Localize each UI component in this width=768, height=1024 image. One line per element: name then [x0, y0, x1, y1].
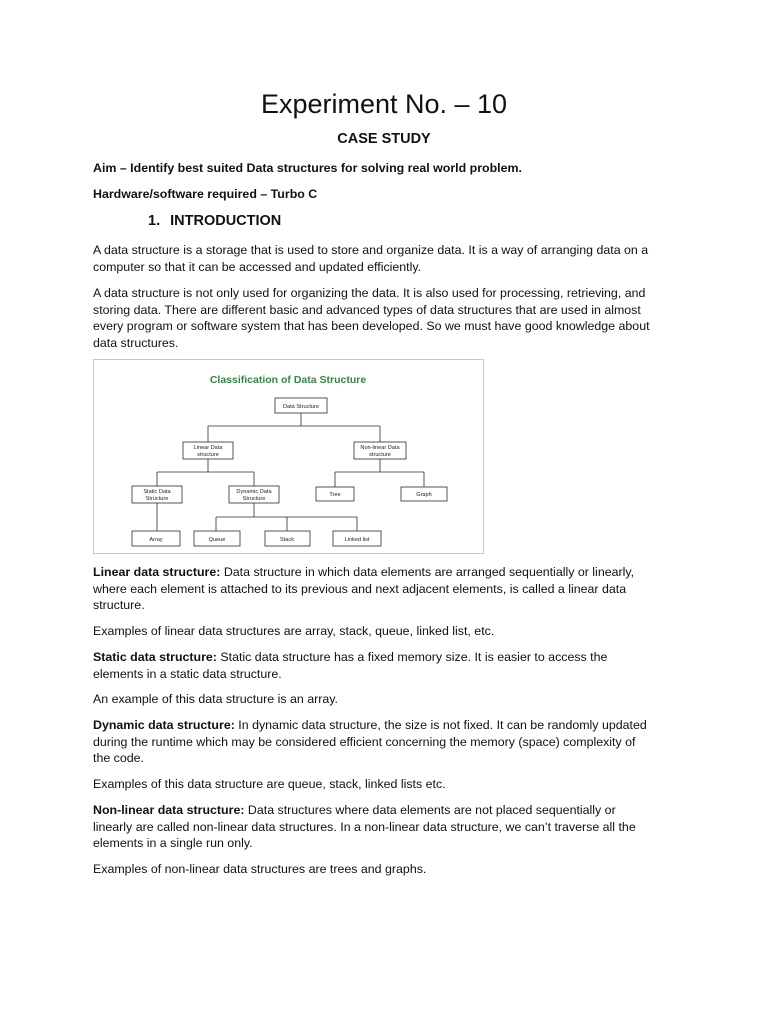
intro-paragraph-2 — [93, 285, 683, 351]
case-study-heading: CASE STUDY — [337, 131, 431, 147]
svg-text:Queue: Queue — [208, 537, 226, 543]
section-number: 1. — [148, 213, 161, 229]
nonlinear-examples: Examples of non-linear data structures are trees and graphs. — [93, 862, 427, 876]
node-stack — [265, 531, 310, 546]
static-example: An example of this data structure is an array. — [93, 692, 338, 706]
intro-paragraph-1 — [93, 242, 683, 275]
linear-examples: Examples of linear data structures are array, stack, queue, linked list, etc. — [93, 624, 495, 638]
text-line: during the runtime which may be considered efficient concerning the memory (space) complexity of — [93, 734, 636, 749]
svg-text:Data Structure: Data Structure — [282, 404, 320, 410]
svg-text:Dynamic Data: Dynamic Data — [236, 489, 272, 495]
text-line: Static data structure has a fixed memory size. It is easier to access the — [216, 650, 608, 664]
text-line: where each element is attached to its previous and next adjacent elements, is called a linear data — [93, 581, 627, 596]
node-data-structure — [275, 398, 327, 413]
svg-text:Stack: Stack — [280, 537, 294, 543]
node-static-data-structure — [132, 486, 182, 503]
diagram-connectors — [157, 413, 424, 531]
text-line: Data structures where data elements are not placed sequentially or — [244, 803, 616, 817]
term-linear: Linear data structure: — [93, 565, 221, 579]
text-line: In dynamic data structure, the size is not fixed. It can be randomly updated — [234, 718, 647, 732]
svg-text:Linked list: Linked list — [344, 537, 370, 543]
text-line: A data structure is a storage that is used to store and organize data. It is a way of arranging data on a — [93, 243, 649, 257]
text-line: Data structure in which data elements are arranged sequentially or linearly, — [220, 565, 635, 579]
svg-text:structure: structure — [369, 452, 391, 458]
node-graph — [401, 487, 447, 501]
text-line: structure. — [93, 598, 145, 613]
node-queue — [194, 531, 240, 546]
text-line: linearly are called non-linear data structures. In a non-linear data structure, we can’t traverse all the — [93, 819, 636, 834]
static-definition — [93, 649, 683, 682]
term-nonlinear: Non-linear data structure: — [93, 803, 245, 817]
svg-text:Structure: Structure — [145, 496, 169, 502]
text-line: data structures. — [93, 335, 179, 350]
svg-text:Graph: Graph — [416, 492, 432, 498]
nonlinear-definition — [93, 802, 683, 852]
dynamic-examples: Examples of this data structure are queue, stack, linked lists etc. — [93, 777, 446, 791]
node-linear-data-structure — [183, 442, 233, 459]
classification-diagram — [93, 359, 484, 554]
svg-text:Non-linear Data: Non-linear Data — [360, 445, 400, 451]
text-line: the code. — [93, 751, 144, 766]
text-line: elements in a single run only. — [93, 836, 253, 851]
section-heading-introduction — [148, 213, 281, 229]
text-line: elements in a static data structure. — [93, 666, 282, 681]
text-line: computer so that it can be accessed and updated efficiently. — [93, 259, 422, 274]
section-label: INTRODUCTION — [170, 213, 282, 229]
text-line: storing data. There are different basic and advanced types of data structures that are used in almost — [93, 302, 641, 317]
node-array — [132, 531, 180, 546]
svg-text:Array: Array — [149, 537, 163, 543]
node-dynamic-data-structure — [229, 486, 279, 503]
node-non-linear-data-structure — [354, 442, 406, 459]
aim-line: Aim – Identify best suited Data structures for solving real world problem. — [93, 161, 522, 175]
diagram-title: Classification of Data Structure — [209, 374, 367, 386]
hardware-line: Hardware/software required – Turbo C — [93, 187, 318, 201]
page-title: Experiment No. – 10 — [260, 89, 508, 119]
term-static: Static data structure: — [93, 650, 217, 664]
dynamic-definition — [93, 717, 683, 767]
node-linked-list — [333, 531, 381, 546]
svg-text:Structure: Structure — [242, 496, 266, 502]
node-tree — [316, 487, 354, 501]
term-dynamic: Dynamic data structure: — [93, 718, 235, 732]
text-line: every program or software system that has been developed. So we must have good knowledge about — [93, 319, 650, 334]
svg-text:Linear Data: Linear Data — [193, 445, 223, 451]
svg-text:Tree: Tree — [329, 492, 341, 498]
svg-text:structure: structure — [197, 452, 219, 458]
svg-text:Static Data: Static Data — [143, 489, 171, 495]
text-line: A data structure is not only used for organizing the data. It is also used for processing, retrieving, and — [93, 286, 646, 300]
linear-definition — [93, 564, 683, 614]
